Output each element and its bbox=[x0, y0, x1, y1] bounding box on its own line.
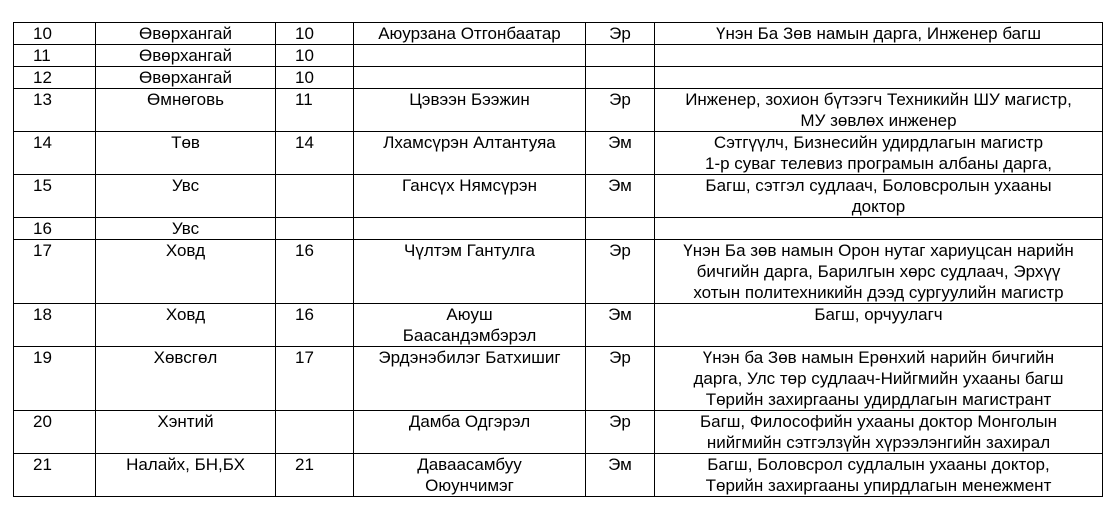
district-cell: 16 bbox=[276, 304, 354, 347]
candidate-info bbox=[655, 218, 1103, 240]
candidate-info bbox=[655, 45, 1103, 67]
candidate-name: Дамба Одгэрэл bbox=[354, 411, 586, 454]
region-cell: Налайх, БН,БХ bbox=[96, 454, 276, 497]
row-number: 20 bbox=[14, 411, 96, 454]
candidate-info: Үнэн ба Зөв намын Ерөнхий нарийн бичгийн дарга, Улс төр судлаач-Нийгмийн ухааны багш Төрийн захиргааны удирдлагын магистрант bbox=[655, 347, 1103, 411]
region-cell: Төв bbox=[96, 132, 276, 175]
row-number: 21 bbox=[14, 454, 96, 497]
candidate-info: Сэтгүүлч, Бизнесийн удирдлагын магистр 1-р суваг телевиз програмын албаны дарга, bbox=[655, 132, 1103, 175]
region-cell: Увс bbox=[96, 175, 276, 218]
table-row bbox=[14, 411, 1103, 454]
candidate-info: Багш, сэтгэл судлаач, Боловсролын ухааны доктор bbox=[655, 175, 1103, 218]
table-row bbox=[14, 89, 1103, 132]
row-number: 14 bbox=[14, 132, 96, 175]
row-number: 12 bbox=[14, 67, 96, 89]
region-cell: Ховд bbox=[96, 304, 276, 347]
candidate-table bbox=[13, 22, 1103, 497]
table-row bbox=[14, 23, 1103, 45]
gender-cell: Эм bbox=[586, 304, 655, 347]
candidate-name: Гансүх Нямсүрэн bbox=[354, 175, 586, 218]
table-row bbox=[14, 67, 1103, 89]
candidate-name: Даваасамбуу Оюунчимэг bbox=[354, 454, 586, 497]
candidate-name: Аюуш Баасандэмбэрэл bbox=[354, 304, 586, 347]
candidate-name: Чүлтэм Гантулга bbox=[354, 240, 586, 304]
gender-cell: Эр bbox=[586, 89, 655, 132]
region-cell: Хэнтий bbox=[96, 411, 276, 454]
gender-cell: Эр bbox=[586, 347, 655, 411]
region-cell: Өвөрхангай bbox=[96, 67, 276, 89]
row-number: 11 bbox=[14, 45, 96, 67]
region-cell: Ховд bbox=[96, 240, 276, 304]
region-cell: Хөвсгөл bbox=[96, 347, 276, 411]
candidate-name bbox=[354, 218, 586, 240]
candidate-info: Үнэн Ба зөв намын Орон нутаг хариуцсан нарийн бичгийн дарга, Барилгын хөрс судлаач, Эрхүү хотын политехникийн дээд сургуулийн магистр bbox=[655, 240, 1103, 304]
gender-cell bbox=[586, 218, 655, 240]
district-cell: 10 bbox=[276, 45, 354, 67]
district-cell: 17 bbox=[276, 347, 354, 411]
district-cell bbox=[276, 411, 354, 454]
table-row bbox=[14, 45, 1103, 67]
region-cell: Өмнөговь bbox=[96, 89, 276, 132]
candidate-info: Багш, Философийн ухааны доктор Монголын нийгмийн сэтгэлзүйн хүрээлэнгийн захирал bbox=[655, 411, 1103, 454]
gender-cell: Эм bbox=[586, 175, 655, 218]
district-cell: 10 bbox=[276, 23, 354, 45]
candidate-info: Инженер, зохион бүтээгч Техникийн ШУ магистр, МУ зөвлөх инженер bbox=[655, 89, 1103, 132]
table-row bbox=[14, 347, 1103, 411]
candidate-name: Аюурзана Отгонбаатар bbox=[354, 23, 586, 45]
table-row bbox=[14, 454, 1103, 497]
candidate-name: Лхамсүрэн Алтантуяа bbox=[354, 132, 586, 175]
gender-cell: Эр bbox=[586, 411, 655, 454]
region-cell: Увс bbox=[96, 218, 276, 240]
candidate-name bbox=[354, 67, 586, 89]
candidate-name bbox=[354, 45, 586, 67]
candidate-name: Цэвээн Бээжин bbox=[354, 89, 586, 132]
row-number: 10 bbox=[14, 23, 96, 45]
row-number: 16 bbox=[14, 218, 96, 240]
district-cell: 10 bbox=[276, 67, 354, 89]
table-body bbox=[14, 23, 1103, 497]
region-cell: Өвөрхангай bbox=[96, 45, 276, 67]
region-cell: Өвөрхангай bbox=[96, 23, 276, 45]
candidate-info bbox=[655, 67, 1103, 89]
district-cell: 16 bbox=[276, 240, 354, 304]
gender-cell bbox=[586, 45, 655, 67]
candidate-info: Үнэн Ба Зөв намын дарга, Инженер багш bbox=[655, 23, 1103, 45]
district-cell bbox=[276, 175, 354, 218]
district-cell bbox=[276, 218, 354, 240]
gender-cell: Эр bbox=[586, 240, 655, 304]
gender-cell bbox=[586, 67, 655, 89]
district-cell: 11 bbox=[276, 89, 354, 132]
table-row bbox=[14, 218, 1103, 240]
table-row bbox=[14, 132, 1103, 175]
row-number: 15 bbox=[14, 175, 96, 218]
candidate-info: Багш, Боловсрол судлалын ухааны доктор, Төрийн захиргааны упирдлагын менежмент bbox=[655, 454, 1103, 497]
gender-cell: Эр bbox=[586, 23, 655, 45]
candidate-info: Багш, орчуулагч bbox=[655, 304, 1103, 347]
row-number: 17 bbox=[14, 240, 96, 304]
table-row bbox=[14, 240, 1103, 304]
row-number: 13 bbox=[14, 89, 96, 132]
candidate-name: Эрдэнэбилэг Батхишиг bbox=[354, 347, 586, 411]
row-number: 18 bbox=[14, 304, 96, 347]
table-row bbox=[14, 304, 1103, 347]
district-cell: 21 bbox=[276, 454, 354, 497]
row-number: 19 bbox=[14, 347, 96, 411]
district-cell: 14 bbox=[276, 132, 354, 175]
gender-cell: Эм bbox=[586, 132, 655, 175]
gender-cell: Эм bbox=[586, 454, 655, 497]
table-row bbox=[14, 175, 1103, 218]
